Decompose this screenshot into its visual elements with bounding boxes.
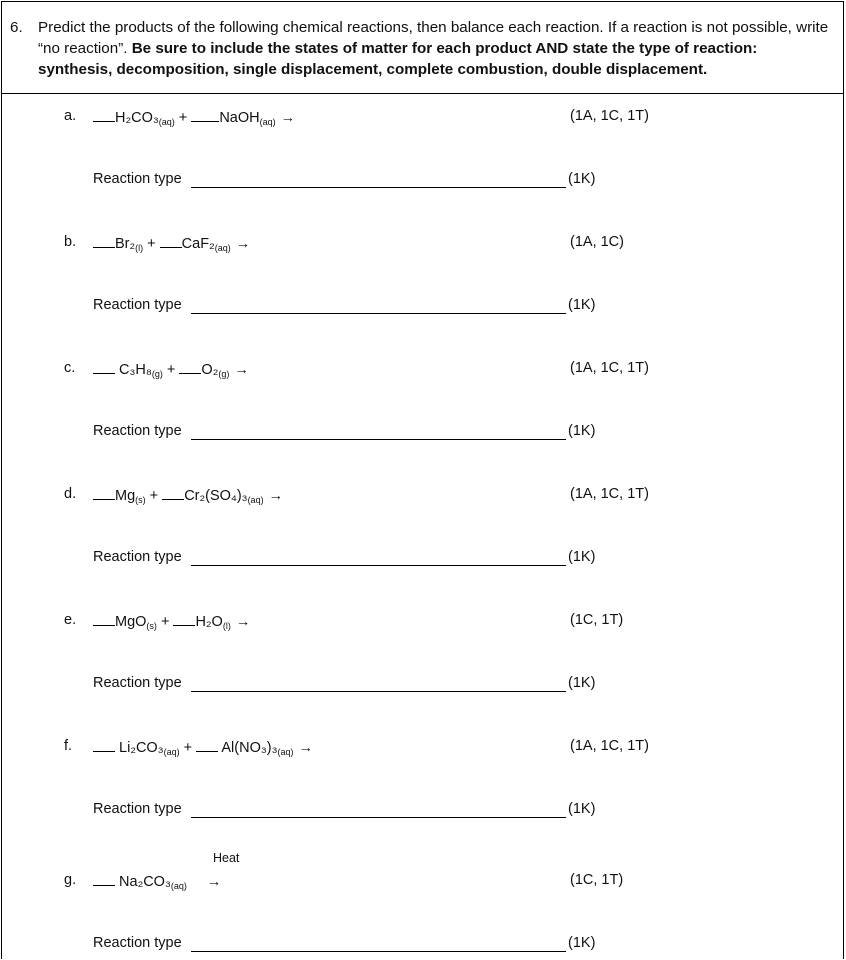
- reactant-1-state: (g): [151, 369, 163, 379]
- arrow-icon: →: [268, 488, 284, 504]
- reaction-type-answer-line[interactable]: [191, 817, 566, 818]
- reaction-letter: d.: [64, 486, 77, 502]
- reaction-points: (1C, 1T): [570, 612, 624, 628]
- coefficient-blank[interactable]: [160, 234, 182, 248]
- arrow-icon: →: [235, 614, 251, 630]
- reactant-2-state: (aq): [277, 747, 294, 757]
- coefficient-blank[interactable]: [173, 612, 195, 626]
- reaction-type-label: Reaction type: [93, 935, 182, 951]
- coefficient-blank[interactable]: [93, 486, 115, 500]
- reaction-type-label: Reaction type: [93, 549, 182, 565]
- question-instructions: Predict the products of the following chemical reactions, then balance each reaction. If a reaction is not possible, write “no reaction”.: [38, 19, 829, 57]
- reaction-type-label: Reaction type: [93, 171, 182, 187]
- reactant-2-state: (g): [218, 369, 230, 379]
- reactant-1-state: (aq): [170, 881, 187, 891]
- reaction-type-answer-line[interactable]: [191, 565, 566, 566]
- reactant-1: Na₂CO₃: [119, 874, 171, 890]
- reaction-points: (1A, 1C, 1T): [570, 360, 649, 376]
- reactant-1-state: (aq): [163, 747, 180, 757]
- reactant-2: O₂: [201, 362, 219, 378]
- reaction-letter: g.: [64, 872, 77, 888]
- reactant-1: Mg: [115, 488, 136, 504]
- reaction-type-answer-line[interactable]: [191, 691, 566, 692]
- coefficient-blank[interactable]: [93, 612, 115, 626]
- reactant-2-state: (aq): [214, 243, 231, 253]
- coefficient-blank[interactable]: [93, 234, 115, 248]
- reaction-type-points: (1K): [568, 549, 596, 565]
- reaction-points: (1A, 1C, 1T): [570, 738, 649, 754]
- header-divider: [1, 93, 844, 94]
- reactant-1: Li₂CO₃: [119, 740, 164, 756]
- reaction-type-answer-line[interactable]: [191, 951, 566, 952]
- reaction-letter: b.: [64, 234, 77, 250]
- reaction-points: (1A, 1C, 1T): [570, 486, 649, 502]
- coefficient-blank[interactable]: [93, 738, 115, 752]
- coefficient-blank[interactable]: [93, 108, 115, 122]
- coefficient-blank[interactable]: [191, 108, 219, 122]
- reactant-1-state: (s): [135, 495, 146, 505]
- coefficient-blank[interactable]: [196, 738, 218, 752]
- reaction-type-label: Reaction type: [93, 675, 182, 691]
- reactant-1: MgO: [115, 614, 147, 630]
- arrow-icon: →: [234, 362, 249, 378]
- reaction-type-answer-line[interactable]: [191, 439, 566, 440]
- question-prompt: [10, 17, 835, 80]
- reactant-2-state: (aq): [247, 495, 264, 505]
- reaction-letter: a.: [64, 108, 77, 124]
- arrow-icon: →: [206, 874, 222, 890]
- reaction-points: (1A, 1C): [570, 234, 624, 250]
- reactant-1-state: (s): [146, 621, 157, 631]
- arrow-icon: →: [298, 740, 314, 756]
- reactant-2: Al(NO₃)₃: [221, 740, 278, 756]
- reaction-type-points: (1K): [568, 423, 596, 439]
- reactant-1: C₃H₈: [119, 362, 152, 378]
- arrow-icon: →: [280, 110, 296, 126]
- reactant-2: Cr₂(SO₄)₃: [184, 488, 248, 504]
- reaction-type-points: (1K): [568, 935, 596, 951]
- arrow-icon: →: [235, 236, 251, 252]
- reactant-1-state: (l): [135, 243, 144, 253]
- coefficient-blank[interactable]: [93, 872, 115, 886]
- reaction-type-points: (1K): [568, 171, 596, 187]
- reaction-type-points: (1K): [568, 801, 596, 817]
- coefficient-blank[interactable]: [162, 486, 184, 500]
- coefficient-blank[interactable]: [93, 360, 115, 374]
- reaction-type-label: Reaction type: [93, 297, 182, 313]
- reaction-letter: c.: [64, 360, 76, 376]
- reactant-2: H₂O: [195, 614, 223, 630]
- reactant-1-state: (aq): [158, 117, 175, 127]
- heat-label: Heat: [213, 851, 240, 865]
- reaction-type-label: Reaction type: [93, 423, 182, 439]
- question-number: 6.: [10, 19, 23, 36]
- reaction-points: (1A, 1C, 1T): [570, 108, 649, 124]
- question-instructions-bold: Be sure to include the states of matter for each product AND state the type of reaction: synthesis, decomposition, single displacement, complete combustion, double displacement.: [38, 40, 758, 78]
- reaction-type-label: Reaction type: [93, 801, 182, 817]
- coefficient-blank[interactable]: [179, 360, 201, 374]
- reaction-type-points: (1K): [568, 675, 596, 691]
- reaction-letter: f.: [64, 738, 73, 754]
- reaction-type-answer-line[interactable]: [191, 313, 566, 314]
- reaction-points: (1C, 1T): [570, 872, 624, 888]
- reaction-type-answer-line[interactable]: [191, 187, 566, 188]
- reaction-type-points: (1K): [568, 297, 596, 313]
- reactant-2: NaOH: [219, 110, 260, 126]
- reactant-2: CaF₂: [181, 236, 215, 252]
- reactant-1: H₂CO₃: [115, 110, 159, 126]
- reaction-letter: e.: [64, 612, 77, 628]
- reactant-2-state: (l): [222, 621, 231, 631]
- reactant-2-state: (aq): [259, 117, 276, 127]
- reactant-1: Br₂: [115, 236, 136, 252]
